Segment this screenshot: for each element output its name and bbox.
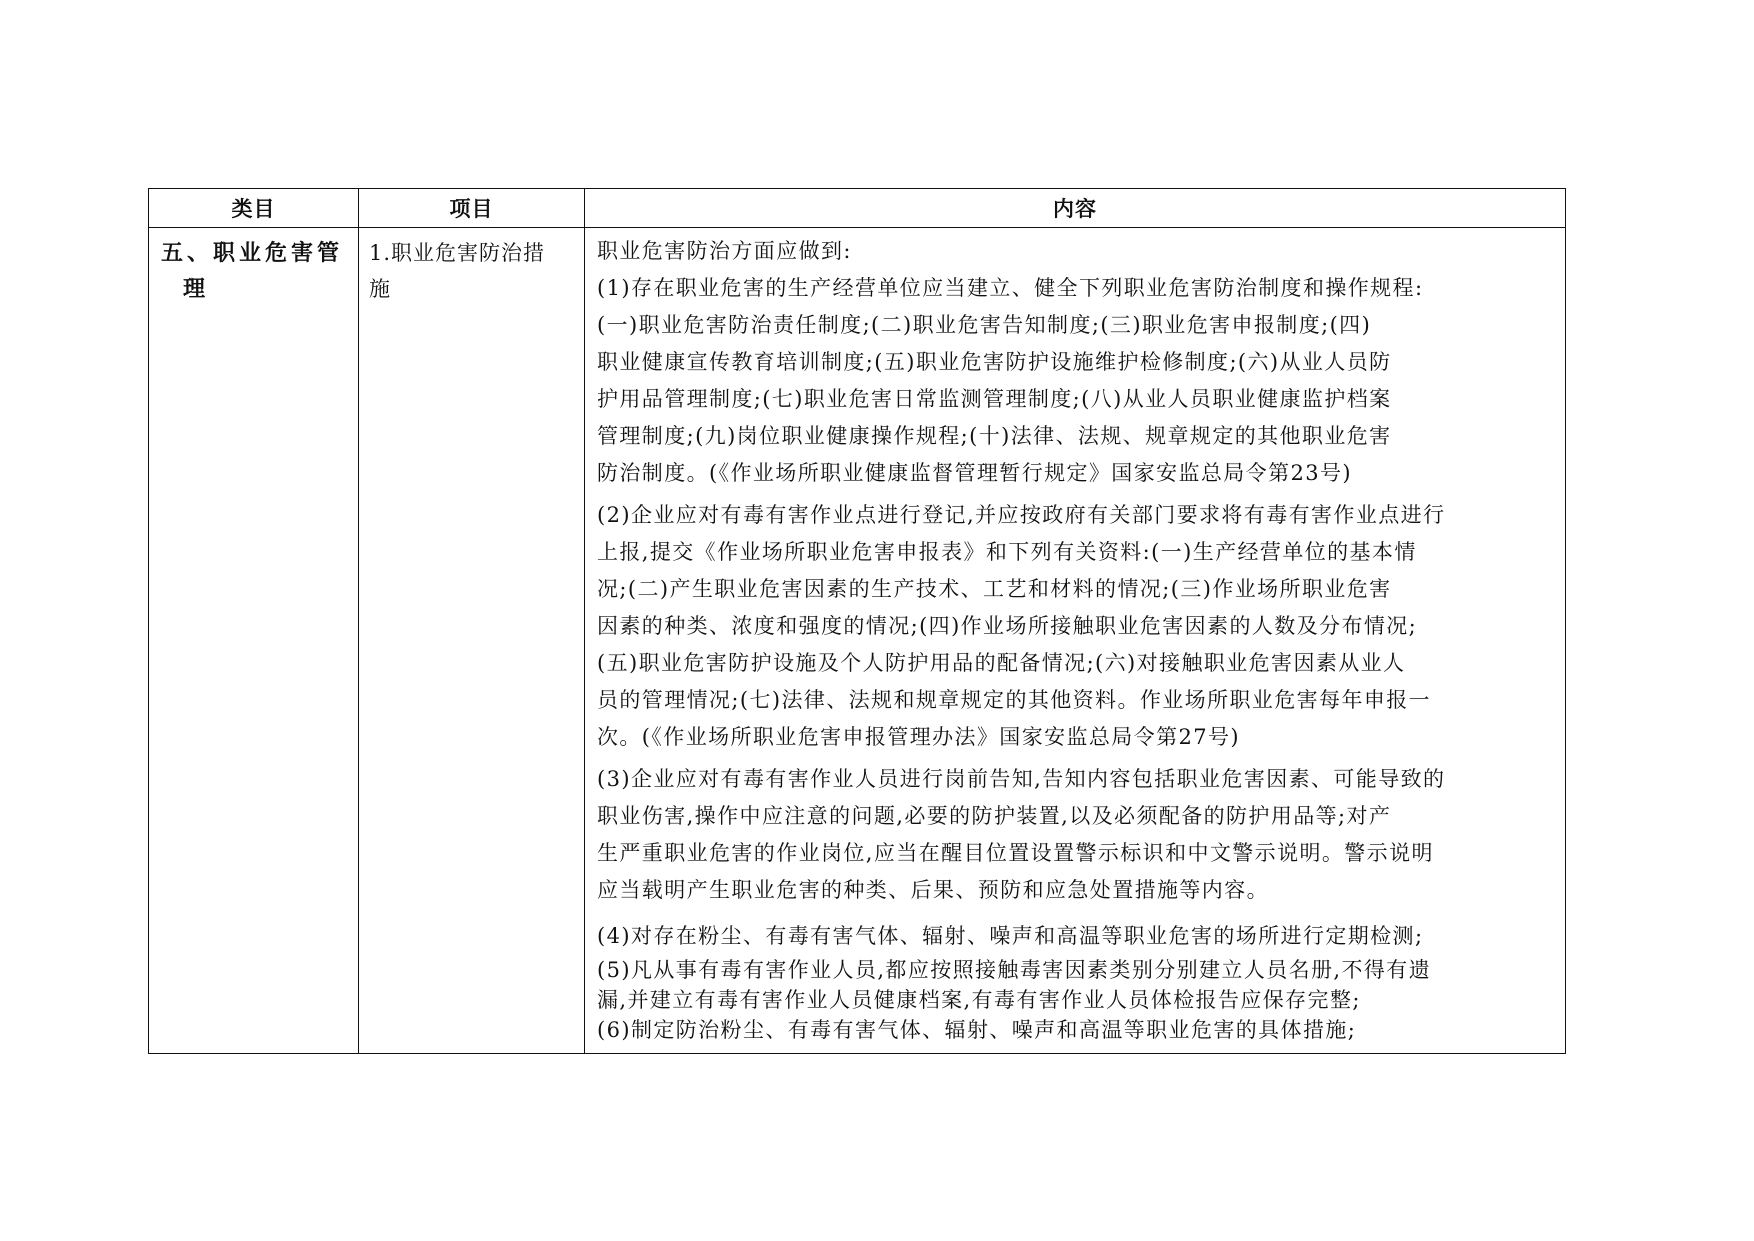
content-line: 上报,提交《作业场所职业危害申报表》和下列有关资料:(一)生产经营单位的基本情	[597, 540, 1417, 564]
content-line: 职业伤害,操作中应注意的问题,必要的防护装置,以及必须配备的防护用品等;对产	[597, 804, 1392, 828]
content-line: 员的管理情况;(七)法律、法规和规章规定的其他资料。作业场所职业危害每年申报一	[597, 688, 1432, 712]
table-row	[149, 228, 1566, 1054]
content-line: (五)职业危害防护设施及个人防护用品的配备情况;(六)对接触职业危害因素从业人	[597, 651, 1406, 675]
category-cell	[149, 228, 359, 1054]
content-line: 职业危害防治方面应做到:	[597, 239, 852, 263]
content-line: 护用品管理制度;(七)职业危害日常监测管理制度;(八)从业人员职业健康监护档案	[597, 387, 1392, 411]
content-line: 生严重职业危害的作业岗位,应当在醒目位置设置警示标识和中文警示说明。警示说明	[597, 841, 1434, 865]
content-line: 因素的种类、浓度和强度的情况;(四)作业场所接触职业危害因素的人数及分布情况;	[597, 614, 1418, 638]
table-header-row	[149, 189, 1566, 228]
item-cell	[359, 228, 585, 1054]
content-line: (6)制定防治粉尘、有毒有害气体、辐射、噪声和高温等职业危害的具体措施;	[597, 1018, 1357, 1042]
content-line: (4)对存在粉尘、有毒有害气体、辐射、噪声和高温等职业危害的场所进行定期检测;	[597, 924, 1424, 948]
content-line: 管理制度;(九)岗位职业健康操作规程;(十)法律、法规、规章规定的其他职业危害	[597, 424, 1392, 448]
category-header: 类目	[149, 189, 359, 228]
item-line-1: 1.职业危害防治措	[369, 241, 546, 265]
category-line-2: 理	[183, 276, 210, 302]
content-line: 职业健康宣传教育培训制度;(五)职业危害防护设施维护检修制度;(六)从业人员防	[597, 350, 1392, 374]
content-line: (一)职业危害防治责任制度;(二)职业危害告知制度;(三)职业危害申报制度;(四)	[597, 313, 1372, 337]
content-line: (2)企业应对有毒有害作业点进行登记,并应按政府有关部门要求将有毒有害作业点进行	[597, 503, 1446, 527]
content-line: (5)凡从事有毒有害作业人员,都应按照接触毒害因素类别分别建立人员名册,不得有遗	[597, 958, 1432, 982]
content-cell	[585, 228, 1566, 1054]
item-line-2: 施	[369, 277, 391, 301]
content-header: 内容	[585, 189, 1566, 228]
content-line: 防治制度。(《作业场所职业健康监督管理暂行规定》国家安监总局令第23号)	[597, 461, 1353, 485]
content-line: 应当载明产生职业危害的种类、后果、预防和应急处置措施等内容。	[597, 878, 1269, 902]
content-line: 次。(《作业场所职业危害申报管理办法》国家安监总局令第27号)	[597, 725, 1241, 749]
item-header: 项目	[359, 189, 585, 228]
content-line: 漏,并建立有毒有害作业人员健康档案,有毒有害作业人员体检报告应保存完整;	[597, 988, 1361, 1012]
occupational-hazard-table	[148, 188, 1566, 1054]
content-line: (1)存在职业危害的生产经营单位应当建立、健全下列职业危害防治制度和操作规程:	[597, 276, 1424, 300]
content-line: 况;(二)产生职业危害因素的生产技术、工艺和材料的情况;(三)作业场所职业危害	[597, 577, 1392, 601]
category-line-1: 五、职业危害管	[161, 240, 344, 266]
content-line: (3)企业应对有毒有害作业人员进行岗前告知,告知内容包括职业危害因素、可能导致的	[597, 767, 1446, 791]
